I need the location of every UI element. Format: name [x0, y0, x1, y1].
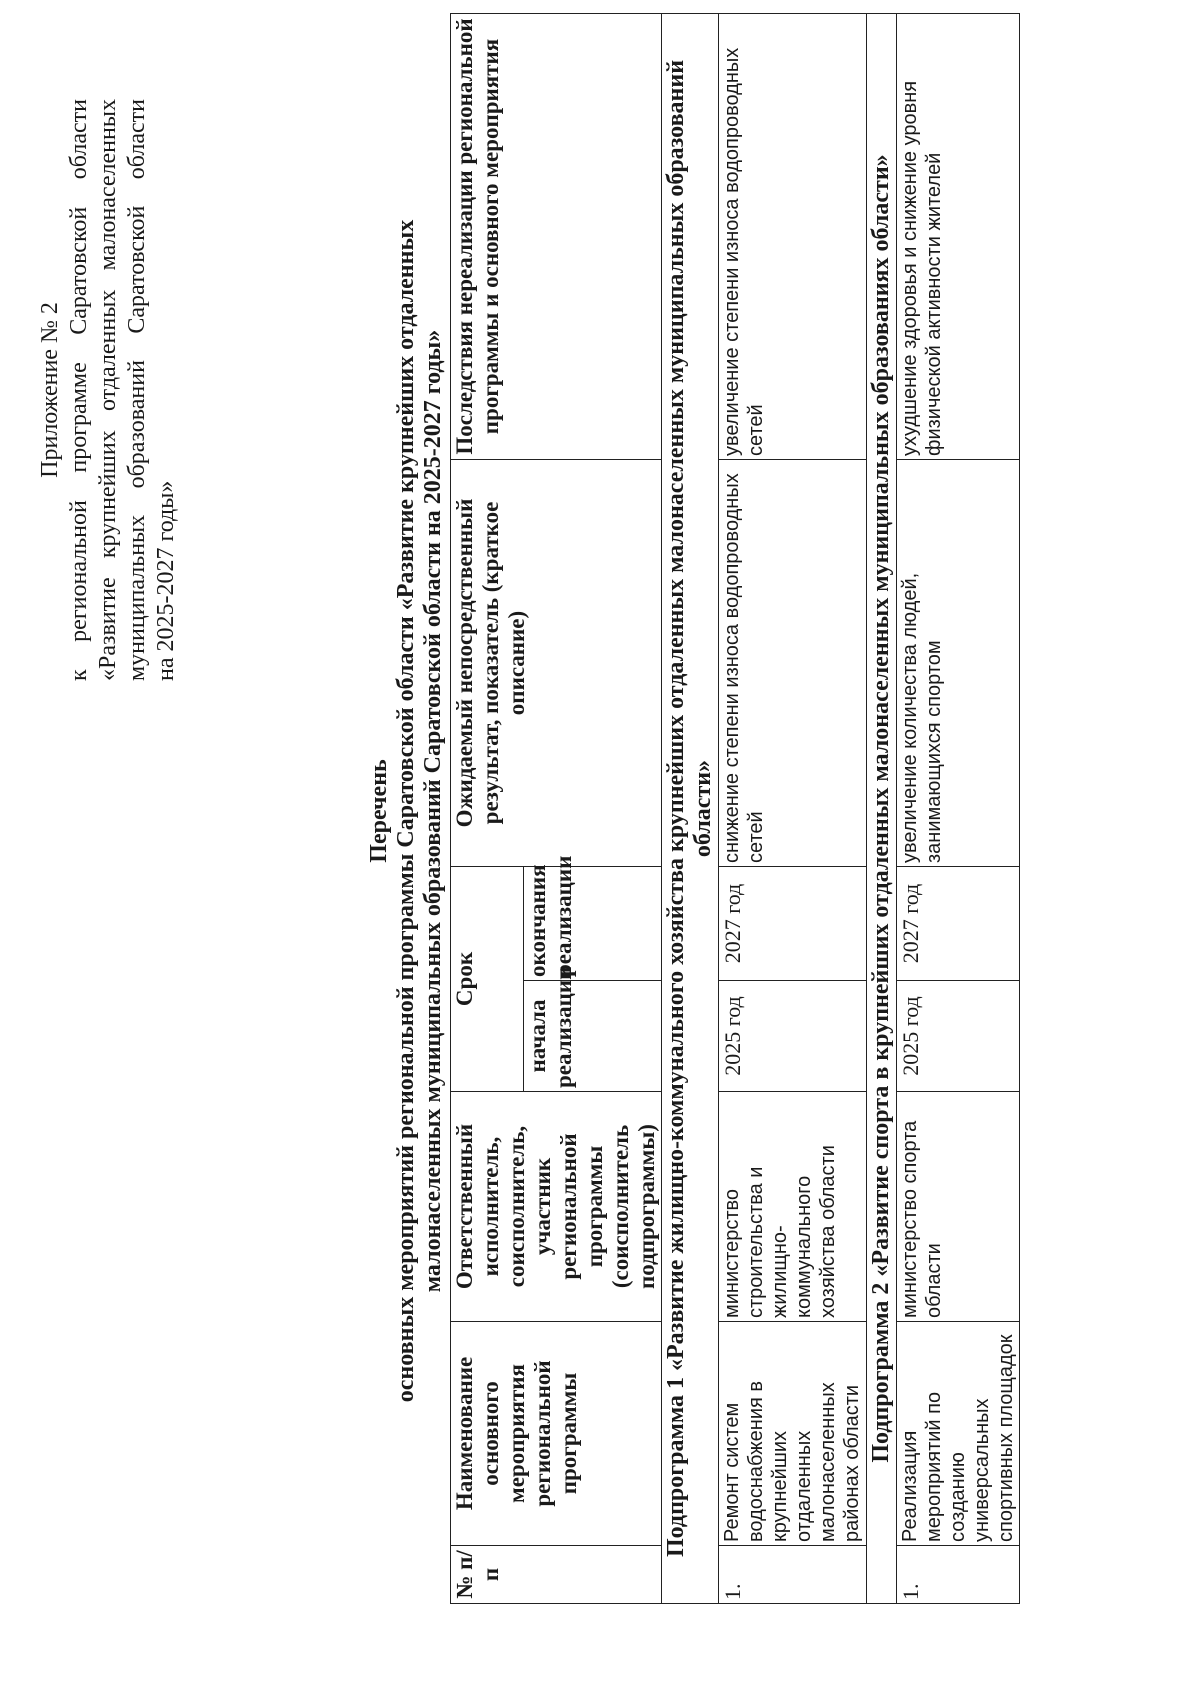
annex-line: муниципальных образований Саратовской области	[124, 99, 150, 681]
activities-table	[450, 13, 1020, 1604]
header-term: Срок	[451, 867, 524, 1092]
header-no: № п/п	[451, 1546, 662, 1604]
header-consequences: Последствия нереализации региональной программы и основного мероприятия	[451, 14, 662, 460]
annex-header	[36, 99, 181, 681]
header-name: Наименование основного мероприятия региональной программы	[451, 1322, 662, 1546]
annex-line: «Развитие крупнейших отдаленных малонаселенных	[95, 99, 121, 681]
header-result: Ожидаемый непосредственный результат, показатель (краткое описание)	[451, 460, 662, 867]
cell-result: увеличение количества людей, занимающихся спортом	[897, 460, 1020, 867]
cell-start: 2025 год	[897, 981, 1020, 1092]
subprogram-title: Подпрограмма 2 «Развитие спорта в крупнейших отдаленных малонаселенных муниципальных образованиях области»	[867, 14, 897, 1604]
cell-executor: министерство строительства и жилищно-коммунального хозяйства области	[719, 1092, 867, 1322]
table-row	[719, 14, 867, 1604]
cell-no: 1.	[719, 1546, 867, 1604]
cell-consequences: ухудшение здоровья и снижение уровня физической активности жителей	[897, 14, 1020, 460]
title-line: основных мероприятий региональной программы Саратовской области «Развитие крупнейших отдаленных	[393, 219, 419, 1403]
table-row	[897, 14, 1020, 1604]
annex-line: на 2025-2027 годы»	[153, 480, 179, 681]
subprogram-row	[867, 14, 897, 1604]
header-executor: Ответственный исполнитель, соисполнитель, участник региональной программы (соисполнитель подпрограммы)	[451, 1092, 662, 1322]
header-start: начала реализации	[523, 981, 661, 1092]
annex-number: Приложение № 2	[37, 302, 63, 478]
title-word: Перечень	[366, 759, 392, 863]
cell-consequences: увеличение степени износа водопроводных сетей	[719, 14, 867, 460]
document-title	[366, 21, 447, 1601]
cell-end: 2027 год	[897, 867, 1020, 981]
cell-end: 2027 год	[719, 867, 867, 981]
subprogram-title: Подпрограмма 1 «Развитие жилищно-коммунального хозяйства крупнейших отдаленных малонаселенных муниципальных образований области»	[662, 14, 719, 1604]
subprogram-row	[662, 14, 719, 1604]
cell-executor: министерство спорта области	[897, 1092, 1020, 1322]
cell-name: Ремонт систем водоснабжения в крупнейших отдаленных малонаселенных районах области	[719, 1322, 867, 1546]
title-line: малонаселенных муниципальных образований Саратовской области на 2025-2027 годы»	[420, 329, 446, 1293]
header-end: окончания реализации	[523, 867, 661, 981]
cell-no: 1.	[897, 1546, 1020, 1604]
cell-name: Реализация мероприятий по созданию универсальных спортивных площадок	[897, 1322, 1020, 1546]
cell-start: 2025 год	[719, 981, 867, 1092]
cell-result: снижение степени износа водопроводных сетей	[719, 460, 867, 867]
annex-line: к региональной программе Саратовской области	[66, 99, 92, 681]
